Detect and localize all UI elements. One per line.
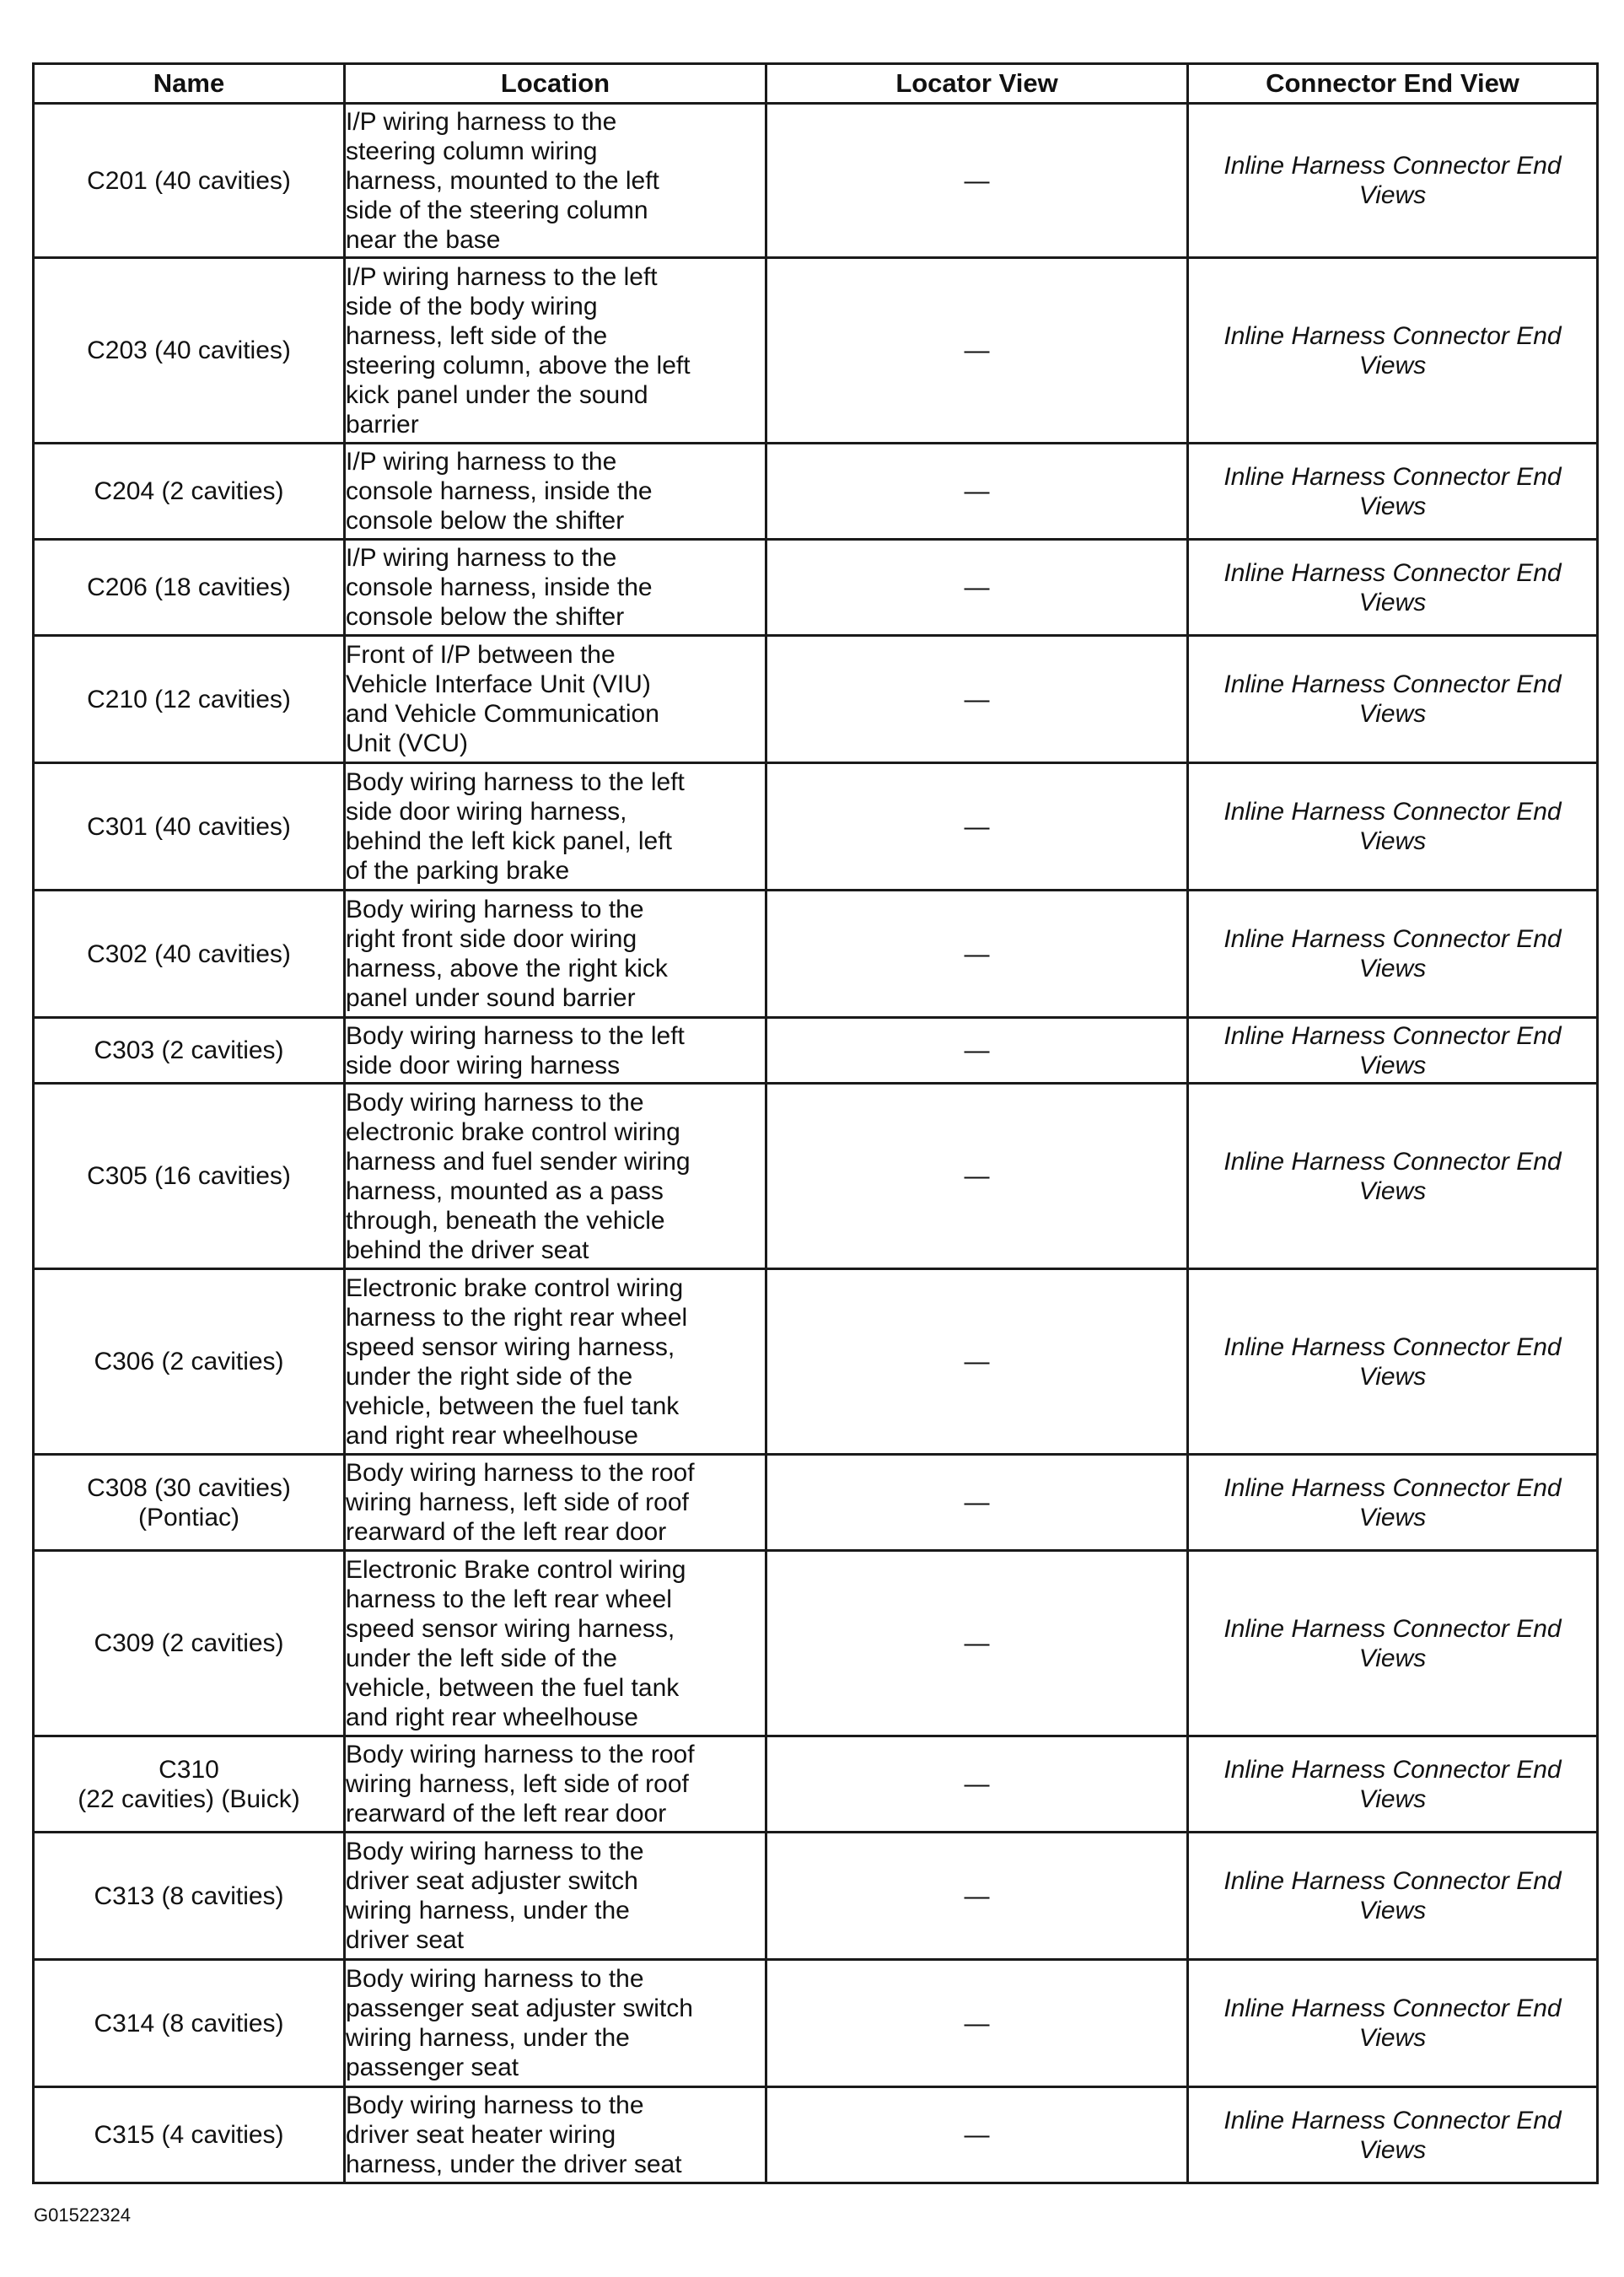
location-text: Body wiring harness to the right front side door wiring harness, above the right kick panel under sound barrier [346, 896, 668, 1012]
connector-end-view-cell [1188, 1833, 1598, 1960]
locator-view-cell [766, 104, 1188, 258]
locator-view-cell [766, 2087, 1188, 2183]
location-text: Body wiring harness to the left side door wiring harness [346, 1021, 685, 1079]
connector-name-text: C210 (12 cavities) [87, 685, 291, 713]
locator-view-text: — [964, 1770, 990, 1798]
location-text: Front of I/P between the Vehicle Interface Unit (VIU) and Vehicle Communication Unit (VCU) [346, 641, 659, 757]
location-text: Body wiring harness to the electronic brake control wiring harness and fuel sender wiring harness, mounted as a pass through, beneath the vehicle behind the driver seat [346, 1088, 691, 1264]
connector-end-view-text: Inline Harness Connector End Views [1223, 1867, 1562, 1924]
table-row [34, 1960, 1598, 2087]
connector-name-text: C305 (16 cavities) [87, 1162, 291, 1190]
header-row [34, 64, 1598, 104]
connector-end-view-text: Inline Harness Connector End Views [1223, 321, 1562, 380]
location-text: Body wiring harness to the roof wiring harness, left side of roof rearward of the left rear door [346, 1459, 695, 1546]
table-row [34, 1833, 1598, 1960]
connector-name-text: C201 (40 cavities) [87, 166, 291, 195]
table-row [34, 104, 1598, 258]
table-row [34, 1018, 1598, 1084]
table-row [34, 2087, 1598, 2183]
connector-end-view-text: Inline Harness Connector End Views [1223, 798, 1562, 855]
connector-end-view-text: Inline Harness Connector End Views [1223, 152, 1562, 209]
connector-end-view-text: Inline Harness Connector End Views [1223, 1332, 1562, 1391]
locator-view-text: — [964, 336, 990, 364]
locator-view-cell [766, 1833, 1188, 1960]
connector-name-text: C302 (40 cavities) [87, 939, 291, 968]
locator-view-text: — [964, 166, 990, 195]
connector-end-view-text: Inline Harness Connector End Views [1223, 558, 1562, 616]
connector-end-view-cell [1188, 104, 1598, 258]
connector-end-view-cell [1188, 636, 1598, 763]
connector-name-cell [34, 444, 345, 540]
connector-name-text: C206 (18 cavities) [87, 573, 291, 601]
location-cell [345, 891, 766, 1018]
connector-name-cell [34, 2087, 345, 2183]
connector-end-view-text: Inline Harness Connector End Views [1223, 1994, 1562, 2052]
connector-end-view-cell [1188, 444, 1598, 540]
connector-end-view-text: Inline Harness Connector End Views [1223, 670, 1562, 728]
location-text: I/P wiring harness to the console harness, inside the console below the shifter [346, 448, 653, 535]
connector-name-cell [34, 1736, 345, 1833]
connector-name-text: C308 (30 cavities) (Pontiac) [87, 1473, 291, 1531]
connector-end-view-cell [1188, 540, 1598, 636]
locator-view-text: — [964, 1629, 990, 1657]
connector-end-view-text: Inline Harness Connector End Views [1223, 1755, 1562, 1813]
locator-view-cell [766, 636, 1188, 763]
connector-name-cell [34, 1551, 345, 1736]
connector-end-view-text: Inline Harness Connector End Views [1223, 1473, 1562, 1531]
locator-view-cell [766, 444, 1188, 540]
location-cell [345, 763, 766, 891]
table-row [34, 763, 1598, 891]
connector-name-text: C301 (40 cavities) [87, 812, 291, 841]
table-row [34, 1455, 1598, 1551]
header-location: Location [345, 64, 766, 104]
locator-view-text: — [964, 2009, 990, 2037]
locator-view-text: — [964, 2121, 990, 2149]
location-text: Body wiring harness to the driver seat adjuster switch wiring harness, under the driver seat [346, 1838, 644, 1954]
connector-end-view-text: Inline Harness Connector End Views [1223, 1147, 1562, 1205]
table-row [34, 1736, 1598, 1833]
connector-end-view-cell [1188, 1736, 1598, 1833]
locator-view-cell [766, 763, 1188, 891]
location-cell [345, 540, 766, 636]
connector-end-view-text: Inline Harness Connector End Views [1223, 925, 1562, 982]
locator-view-text: — [964, 1348, 990, 1375]
connector-name-cell [34, 1018, 345, 1084]
locator-view-text: — [964, 685, 990, 713]
locator-view-cell [766, 1455, 1188, 1551]
location-text: Body wiring harness to the driver seat heater wiring harness, under the driver seat [346, 2091, 682, 2178]
connector-end-view-cell [1188, 891, 1598, 1018]
connector-end-view-cell [1188, 1018, 1598, 1084]
connector-name-text: C314 (8 cavities) [94, 2009, 284, 2037]
locator-view-cell [766, 1269, 1188, 1455]
table-row [34, 1269, 1598, 1455]
connector-name-text: C303 (2 cavities) [94, 1036, 284, 1064]
connector-table [32, 62, 1599, 2184]
header-name: Name [34, 64, 345, 104]
location-cell [345, 1084, 766, 1269]
connector-end-view-cell [1188, 1269, 1598, 1455]
connector-name-cell [34, 763, 345, 891]
locator-view-text: — [964, 1036, 990, 1064]
location-cell [345, 636, 766, 763]
connector-name-text: C310 (22 cavities) (Buick) [78, 1755, 300, 1813]
connector-end-view-cell [1188, 1455, 1598, 1551]
location-text: I/P wiring harness to the steering column wiring harness, mounted to the left side of the steering column near the base [346, 107, 659, 254]
locator-view-text: — [964, 812, 990, 841]
locator-view-cell [766, 258, 1188, 444]
header-locator-view: Locator View [766, 64, 1188, 104]
connector-name-cell [34, 636, 345, 763]
connector-name-text: C313 (8 cavities) [94, 1881, 284, 1910]
location-text: Body wiring harness to the left side door wiring harness, behind the left kick panel, left of the parking brake [346, 768, 685, 885]
location-cell [345, 444, 766, 540]
locator-view-cell [766, 891, 1188, 1018]
connector-name-text: C309 (2 cavities) [94, 1629, 284, 1657]
table-row [34, 444, 1598, 540]
connector-end-view-cell [1188, 1551, 1598, 1736]
location-text: I/P wiring harness to the left side of the body wiring harness, left side of the steering column, above the left kick panel under the sound barrier [346, 262, 691, 439]
locator-view-text: — [964, 939, 990, 968]
location-cell [345, 1455, 766, 1551]
location-cell [345, 104, 766, 258]
locator-view-text: — [964, 573, 990, 601]
location-text: Electronic Brake control wiring harness to the left rear wheel speed sensor wiring harness, under the left side of the vehicle, between the fuel tank and right rear wheelhouse [346, 1555, 686, 1731]
table-row [34, 258, 1598, 444]
locator-view-cell [766, 1551, 1188, 1736]
table-row [34, 891, 1598, 1018]
connector-end-view-cell [1188, 258, 1598, 444]
connector-name-cell [34, 258, 345, 444]
connector-name-cell [34, 891, 345, 1018]
connector-name-cell [34, 1455, 345, 1551]
location-cell [345, 258, 766, 444]
connector-end-view-text: Inline Harness Connector End Views [1223, 2106, 1562, 2164]
locator-view-cell [766, 1960, 1188, 2087]
location-cell [345, 1018, 766, 1084]
connector-end-view-cell [1188, 1084, 1598, 1269]
connector-name-cell [34, 540, 345, 636]
connector-end-view-cell [1188, 1960, 1598, 2087]
connector-name-text: C203 (40 cavities) [87, 336, 291, 364]
connector-name-cell [34, 1084, 345, 1269]
connector-name-text: C315 (4 cavities) [94, 2121, 284, 2149]
locator-view-cell [766, 1736, 1188, 1833]
locator-view-text: — [964, 1488, 990, 1516]
location-text: Body wiring harness to the passenger seat adjuster switch wiring harness, under the passenger seat [346, 1965, 693, 2081]
table-row [34, 1551, 1598, 1736]
table-row [34, 540, 1598, 636]
connector-name-cell [34, 1269, 345, 1455]
location-cell [345, 1960, 766, 2087]
connector-name-text: C204 (2 cavities) [94, 477, 284, 505]
locator-view-text: — [964, 1881, 990, 1910]
location-cell [345, 2087, 766, 2183]
location-text: Body wiring harness to the roof wiring harness, left side of roof rearward of the left rear door [346, 1741, 695, 1828]
connector-end-view-cell [1188, 763, 1598, 891]
location-cell [345, 1551, 766, 1736]
locator-view-text: — [964, 477, 990, 505]
locator-view-cell [766, 540, 1188, 636]
location-cell [345, 1833, 766, 1960]
table-row [34, 636, 1598, 763]
locator-view-cell [766, 1018, 1188, 1084]
connector-end-view-text: Inline Harness Connector End Views [1223, 462, 1562, 520]
header-connector-end-view: Connector End View [1188, 64, 1598, 104]
table-body [34, 104, 1598, 2183]
connector-end-view-cell [1188, 2087, 1598, 2183]
locator-view-text: — [964, 1162, 990, 1190]
table-row [34, 1084, 1598, 1269]
location-text: I/P wiring harness to the console harness, inside the console below the shifter [346, 544, 653, 631]
location-text: Electronic brake control wiring harness to the right rear wheel speed sensor wiring harness, under the right side of the vehicle, between the fuel tank and right rear wheelhouse [346, 1273, 688, 1450]
location-cell [345, 1736, 766, 1833]
connector-end-view-text: Inline Harness Connector End Views [1223, 1021, 1562, 1079]
figure-id: G01522324 [34, 2204, 131, 2226]
locator-view-cell [766, 1084, 1188, 1269]
connector-end-view-text: Inline Harness Connector End Views [1223, 1614, 1562, 1672]
connector-name-cell [34, 1960, 345, 2087]
connector-name-text: C306 (2 cavities) [94, 1348, 284, 1375]
connector-name-cell [34, 104, 345, 258]
connector-name-cell [34, 1833, 345, 1960]
location-cell [345, 1269, 766, 1455]
